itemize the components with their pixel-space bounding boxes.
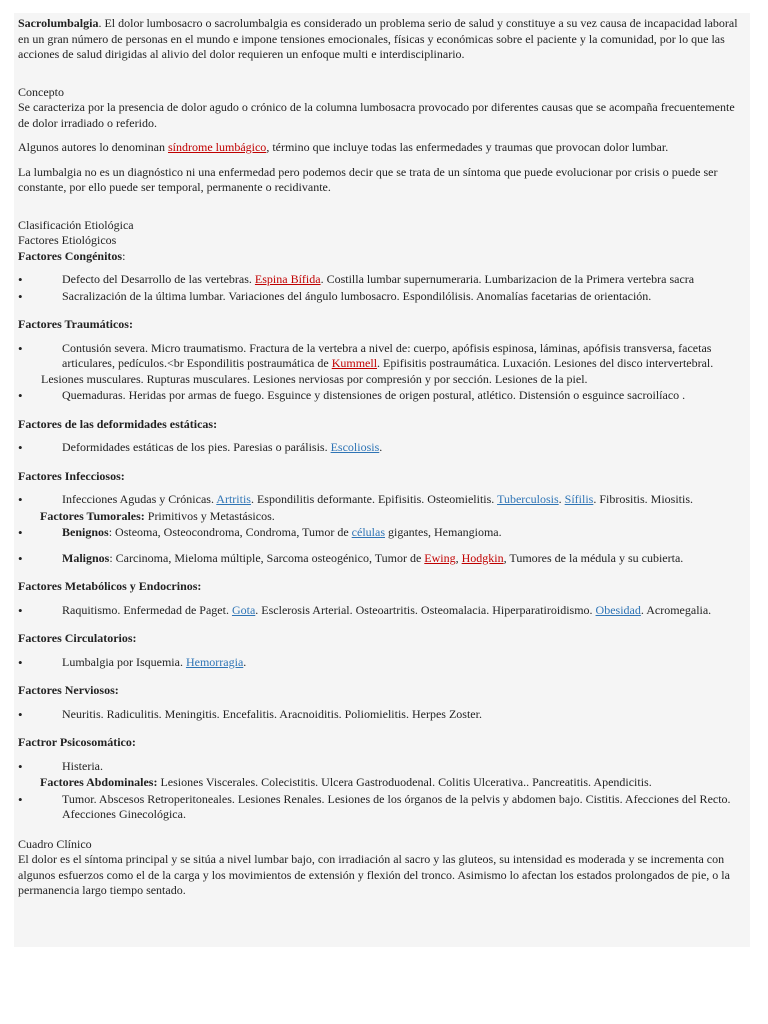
obesidad-link[interactable]: Obesidad	[595, 602, 641, 617]
list-item: • Malignos: Carcinoma, Mieloma múltiple, Sarcoma osteogénico, Tumor de Ewing, Hodgkin, Tumores de la médula y su cubierta.	[18, 551, 746, 567]
list-item: • Defecto del Desarrollo de las vertebras. Espina Bífida. Costilla lumbar supernumeraria. Lumbarizacion de la Primera vertebra sacra	[18, 272, 746, 288]
infecciosos-heading: Factores Infecciosos:	[18, 468, 125, 483]
list-item: • Histeria.	[18, 759, 746, 775]
list-item: • Lumbalgia por Isquemia. Hemorragia.	[18, 655, 746, 671]
list-item: • Neuritis. Radiculitis. Meningitis. Encefalitis. Aracnoiditis. Poliomielitis. Herpes Zoster.	[18, 707, 746, 723]
kummell-link[interactable]: Kummell	[331, 356, 378, 370]
list-item: • Quemaduras. Heridas por armas de fuego. Esguince y distensiones de origen postural, atlético. Distensión o esguince sacroilíaco .	[18, 388, 746, 404]
nerviosos-heading: Factores Nerviosos:	[18, 683, 119, 697]
metabolicos-heading: Factores Metabólicos y Endocrinos:	[18, 579, 202, 593]
circulatorios-heading: Factores Circulatorios:	[18, 631, 137, 645]
list-item: • Infecciones Agudas y Crónicas. Artritis. Espondilitis deformante. Epifisitis. Osteomielitis. Tuberculosis. Sífilis. Fibrositis. Miositis.	[18, 492, 746, 508]
escoliosis-link[interactable]: Escoliosis	[330, 440, 380, 454]
intro-paragraph: Sacrolumbalgia. El dolor lumbosacro o sacrolumbalgia es considerado un problema serio de salud y constituye a su vez causa de incapacidad laboral en un gran número de personas en el mundo e impone tensiones emocionales, físicas y económicas sobre el paciente y la comunidad, por lo que las acciones de salud dirigidas al alivio del dolor requieren un enfoque multi e interdisciplinario.	[18, 16, 738, 61]
congenitos-heading: Factores Congénitos:	[18, 248, 126, 263]
abdominales-line: Factores Abdominales: Lesiones Viscerales. Colecistitis. Ulcera Gastroduodenal. Colitis Ulcerativa.. Pancreatitis. Apendicitis.	[40, 775, 652, 789]
list-item: • Sacralización de la última lumbar. Variaciones del ángulo lumbosacro. Espondilólisis. Anomalías facetarias de orientación.	[18, 289, 746, 305]
lumbalgia-paragraph: La lumbalgia no es un diagnóstico ni una enfermedad pero podemos decir que se trata de un síntoma que puede evolucionar por crisis o puede ser constante, por ello puede ser temporal, permanente o recidivante.	[18, 164, 718, 194]
tuberculosis-link[interactable]: Tuberculosis	[497, 492, 559, 506]
deformidades-heading: Factores de las deformidades estáticas:	[18, 416, 218, 431]
psicosomatico-heading: Factror Psicosomático:	[18, 735, 136, 749]
ewing-link[interactable]: Ewing	[424, 550, 456, 565]
cuadro-paragraph: El dolor es el síntoma principal y se sitúa a nivel lumbar bajo, con irradiación al sacro y las gluteos, su intensidad es moderada y se incrementa con algunos esfuerzos como el de la carga y los movimientos de extensión y flexión del tronco. Asimismo lo afectan los estados prolongados de pie, o la permanencia largo tiempo sentado.	[18, 852, 730, 897]
hemorragia-link[interactable]: Hemorragia	[185, 654, 244, 669]
cuadro-heading: Cuadro Clínico	[18, 836, 92, 851]
concepto-paragraph: Se caracteriza por la presencia de dolor agudo o crónico de la columna lumbosacra provocado por diferentes causas que se acompaña frecuentemente de dolor irradiado o referido.	[18, 100, 735, 130]
abdominales-list	[18, 792, 746, 823]
autores-paragraph: Algunos autores lo denominan síndrome lumbágico, término que incluye todas las enfermedades y traumas que provocan dolor lumbar.	[18, 140, 669, 154]
gota-link[interactable]: Gota	[231, 602, 256, 617]
celulas-link[interactable]: células	[351, 525, 385, 539]
document-body	[14, 13, 750, 947]
sindrome-lumbagico-link[interactable]: síndrome lumbágico	[167, 140, 267, 154]
artritis-link[interactable]: Artritis	[216, 492, 251, 506]
circulatorios-list	[18, 655, 746, 671]
traumaticos-list	[18, 341, 746, 404]
psicosomatico-list	[18, 759, 746, 775]
list-item: • Deformidades estáticas de los pies. Paresias o parálisis. Escoliosis.	[18, 440, 746, 456]
list-item: • Benignos: Osteoma, Osteocondroma, Condroma, Tumor de células gigantes, Hemangioma.	[18, 525, 746, 541]
deformidades-list	[18, 440, 746, 456]
list-item: • Tumor. Abscesos Retroperitoneales. Lesiones Renales. Lesiones de los órganos de la pelvis y abdomen bajo. Cistitis. Afecciones del Recto. Afecciones Ginecológica.	[18, 792, 746, 823]
nerviosos-list	[18, 707, 746, 723]
concepto-heading: Concepto	[18, 84, 64, 99]
intro-term: Sacrolumbalgia	[18, 16, 99, 30]
tumorales-list	[18, 525, 746, 566]
list-item: • Raquitismo. Enfermedad de Paget. Gota. Esclerosis Arterial. Osteoartritis. Osteomalacia. Hiperparatiroidismo. Obesidad. Acromegalia.	[18, 603, 746, 619]
congenitos-list	[18, 272, 746, 304]
tumorales-line: Factores Tumorales: Primitivos y Metastásicos.	[40, 508, 275, 523]
infecciosos-list	[18, 492, 746, 508]
hodgkin-link[interactable]: Hodgkin	[461, 550, 504, 565]
traumaticos-heading: Factores Traumáticos:	[18, 317, 133, 331]
sifilis-link[interactable]: Sífilis	[564, 492, 594, 506]
metabolicos-list	[18, 603, 746, 619]
espina-bifida-link[interactable]: Espina Bífida	[254, 272, 321, 286]
clasificacion-heading: Clasificación Etiológica	[18, 217, 134, 232]
factores-etiologicos-heading: Factores Etiológicos	[18, 233, 117, 247]
list-item: • Contusión severa. Micro traumatismo. Fractura de la vertebra a nivel de: cuerpo, apófisis espinosa, láminas, apófisis transversa, facetas articulares, pedículos.<br Espondilitis postraumática de Kummell. Epifisitis postraumática. Luxación. Lesiones del disco intervertebral. Lesiones musculares. Rupturas musculares. Lesiones nerviosas por compresión y por sección. Lesiones de la piel.	[18, 341, 746, 388]
